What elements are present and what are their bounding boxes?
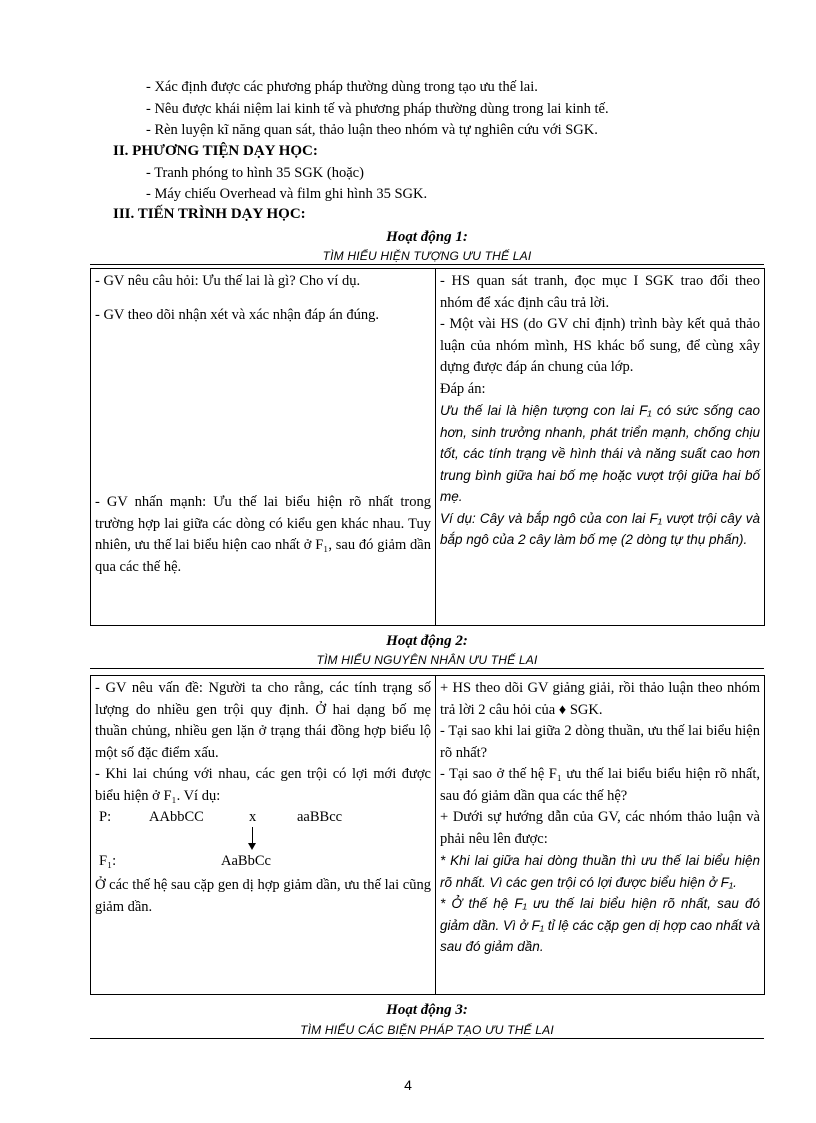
activity2-right-2: - Tại sao khi lai giữa 2 dòng thuần, ưu thế lai biểu hiện rõ nhất? <box>440 723 760 761</box>
activity2-right-1: + HS theo dõi GV giảng giải, rồi thảo luận theo nhóm trả lời 2 câu hỏi của ♦ SGK. <box>440 680 760 718</box>
activity1-left-1: - GV nêu câu hỏi: Ưu thế lai là gì? Cho ví dụ. <box>95 273 361 289</box>
cross-parent-1: AAbbCC <box>149 809 204 825</box>
cross-parent-2: aaBBcc <box>297 809 343 825</box>
activity1-teacher-column <box>91 269 436 626</box>
activity1-right-1: - HS quan sát tranh, đọc mục I SGK trao đổi theo nhóm để xác định câu trả lời. <box>440 273 760 311</box>
activity1-right-3: Đáp án: <box>440 380 486 397</box>
activity1-example: Ví dụ: Cây và bắp ngô của con lai F₁ vượt trội cây và bắp ngô của 2 cây làm bố mẹ (2 dòng tự thụ phấn). <box>440 510 760 547</box>
cross-p-label: P: <box>99 809 112 825</box>
activity3-title: Hoạt động 3: <box>386 1002 468 1018</box>
activity1-left-3: - GV nhấn mạnh: Ưu thế lai biểu hiện rõ nhất trong trường hợp lai giữa các dòng có kiểu gen khác nhau. Tuy nhiên, ưu thế lai biểu hiện cao nhất ở F₁, sau đó giảm dần qua các thế hệ. <box>95 494 431 575</box>
activity2-right-3: - Tại sao ở thế hệ F₁ ưu thế lai biểu biểu hiện rõ nhất, sau đó giảm dần qua các thế hệ? <box>440 766 760 804</box>
activity1-title: Hoạt động 1: <box>386 229 468 245</box>
activity1-student-column <box>436 269 765 626</box>
activity1-right-2: - Một vài HS (do GV chỉ định) trình bày kết quả thảo luận của nhóm mình, HS khác bổ sung, để cùng xây dựng được đáp án chung của lớp. <box>440 316 760 375</box>
genetic-cross-diagram <box>95 807 431 875</box>
intro-bullet-2: - Nêu được khái niệm lai kinh tế và phương pháp thường dùng trong lai kinh tế. <box>146 101 609 117</box>
cross-f1: AaBbCc <box>221 853 271 869</box>
activity2-left-1: - GV nêu vấn đề: Người ta cho rằng, các tính trạng số lượng do nhiều gen trội quy định. Ở hai dạng bố mẹ thuần chủng, nhiều gen lặn ở trạng thái đồng hợp biểu lộ một số đặc điểm xấu. <box>95 680 431 761</box>
activity3-subtitle: TÌM HIỂU CÁC BIỆN PHÁP TẠO ƯU THẾ LAI <box>90 1023 764 1039</box>
cross-x: x <box>249 809 257 825</box>
activity1-subtitle: TÌM HIỂU HIỆN TƯỢNG ƯU THẾ LAI <box>90 249 764 265</box>
intro-bullet-3: - Rèn luyện kĩ năng quan sát, thảo luận theo nhóm và tự nghiên cứu với SGK. <box>146 122 598 138</box>
cross-f1-label: F₁: <box>99 853 117 869</box>
activity1-answer: Ưu thế lai là hiện tượng con lai F₁ có sức sống cao hơn, sinh trưởng nhanh, phát triển mạnh, chống chịu tốt, các tính trạng về hình thái và năng suất cao hơn trung bình giữa hai bố mẹ hoặc vượt trội giữa hai bố mẹ. <box>440 403 760 504</box>
activity2-subtitle: TÌM HIỂU NGUYÊN NHÂN ƯU THẾ LAI <box>90 653 764 669</box>
activity2-table <box>90 675 765 995</box>
page-number: 4 <box>404 1077 412 1093</box>
activity1-left-2: - GV theo dõi nhận xét và xác nhận đáp án đúng. <box>95 306 380 323</box>
activity2-right-5: * Khi lai giữa hai dòng thuần thì ưu thế lai biểu hiện rõ nhất. Vì các gen trội có lợi được biểu hiện ở F₁. <box>440 853 760 890</box>
activity2-right-6: * Ở thế hệ F₁ ưu thế lai biểu hiện rõ nhất, sau đó giảm dần. Vì ở F₁ tỉ lệ các cặp gen dị hợp cao nhất và sau đó giảm dần. <box>440 896 761 954</box>
activity1-table <box>90 268 765 626</box>
section2-heading: II. PHƯƠNG TIỆN DẠY HỌC: <box>113 143 318 159</box>
cross-arrowhead-icon <box>248 843 256 850</box>
activity2-student-column <box>436 676 765 995</box>
activity2-teacher-column <box>91 676 436 995</box>
section2-item-1: - Tranh phóng to hình 35 SGK (hoặc) <box>146 165 364 181</box>
activity2-right-4: + Dưới sự hướng dẫn của GV, các nhóm thảo luận và phải nêu lên được: <box>440 809 760 847</box>
section2-item-2: - Máy chiếu Overhead và film ghi hình 35 SGK. <box>146 186 428 202</box>
activity2-left-2: - Khi lai chúng với nhau, các gen trội có lợi mới được biểu hiện ở F₁. Ví dụ: <box>95 766 431 804</box>
activity2-title: Hoạt động 2: <box>386 633 468 649</box>
activity2-left-3: Ở các thế hệ sau cặp gen dị hợp giảm dần, ưu thế lai cũng giảm dần. <box>95 877 431 915</box>
intro-bullet-1: - Xác định được các phương pháp thường dùng trong tạo ưu thế lai. <box>146 79 538 95</box>
section3-heading: III. TIẾN TRÌNH DẠY HỌC: <box>113 206 306 222</box>
